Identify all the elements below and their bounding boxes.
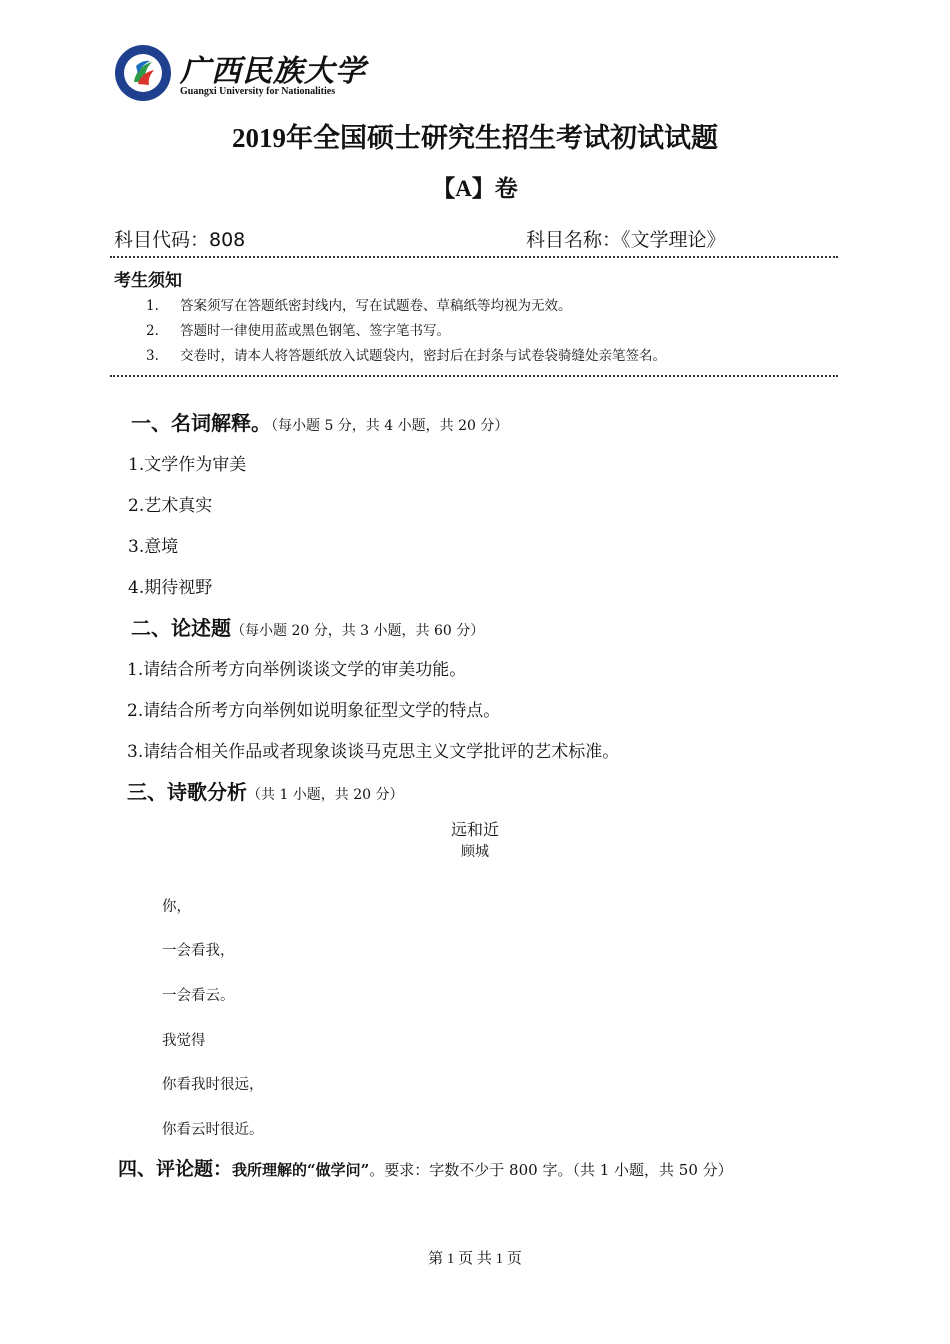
poem-title: 远和近 (450, 820, 499, 839)
subject-name: 科目名称：《文学理论》 (526, 229, 726, 251)
poem-line: 你看我时很远， (162, 1077, 264, 1093)
paper-version: 【A】卷 (432, 176, 518, 201)
section3-heading: 三、诗歌分析（共 1 小题，共 20 分） (127, 780, 404, 804)
divider-top (110, 256, 838, 258)
poem-line: 我觉得 (162, 1033, 206, 1049)
section1-heading: 一、名词解释。（每小题 5 分，共 4 小题，共 20 分） (131, 411, 509, 435)
section4-heading: 四、评论题： (118, 1158, 233, 1180)
logo-english-name: Guangxi University for Nationalities (180, 86, 336, 97)
section1-item: 3.意境 (128, 537, 179, 557)
section2-note: （每小题 20 分，共 3 小题，共 60 分） (231, 623, 485, 639)
section1-item: 1.文学作为审美 (128, 455, 247, 475)
section1-note: （每小题 5 分，共 4 小题，共 20 分） (271, 418, 509, 434)
university-logo (114, 44, 366, 102)
section2-item: 2.请结合所考方向举例如说明象征型文学的特点。 (127, 701, 501, 721)
poem-author: 顾城 (461, 844, 489, 860)
section2-item: 3.请结合相关作品或者现象谈谈马克思主义文学批评的艺术标准。 (127, 742, 620, 762)
divider-bottom (110, 375, 838, 377)
poem-line: 一会看我， (162, 943, 235, 959)
section3-note: （共 1 小题，共 20 分） (247, 787, 404, 803)
poem-line: 你看云时很近。 (162, 1122, 264, 1138)
university-emblem-icon (114, 44, 172, 102)
poem-line: 一会看云。 (162, 988, 235, 1004)
section4-question (118, 1155, 838, 1185)
notice-title: 考生须知 (114, 271, 182, 291)
section1-item: 4.期待视野 (128, 578, 213, 598)
section2-item: 1.请结合所考方向举例谈谈文学的审美功能。 (127, 660, 467, 680)
page-footer: 第 1 页 共 1 页 (428, 1251, 522, 1267)
section1-item: 2.艺术真实 (128, 496, 213, 516)
section4-topic: 我所理解的“做学问” (232, 1161, 370, 1179)
notice-item: 1. 答案须写在答题纸密封线内，写在试题卷、草稿纸等均视为无效。 (146, 298, 572, 314)
subject-code: 科目代码：808 (114, 229, 246, 251)
poem-line: 你， (162, 899, 191, 915)
notice-item: 3. 交卷时，请本人将答题纸放入试题袋内，密封后在封条与试卷袋骑缝处亲笔签名。 (146, 348, 666, 364)
section2-heading: 二、论述题（每小题 20 分，共 3 小题，共 60 分） (131, 616, 485, 640)
section4-requirement: 。要求：字数不少于 800 字。（共 1 小题，共 50 分） (369, 1161, 733, 1179)
exam-title: 2019年全国硕士研究生招生考试初试试题 (232, 123, 718, 153)
notice-item: 2. 答题时一律使用蓝或黑色钢笔、签字笔书写。 (146, 323, 450, 339)
logo-chinese-name: 广西民族大学 (180, 54, 366, 89)
